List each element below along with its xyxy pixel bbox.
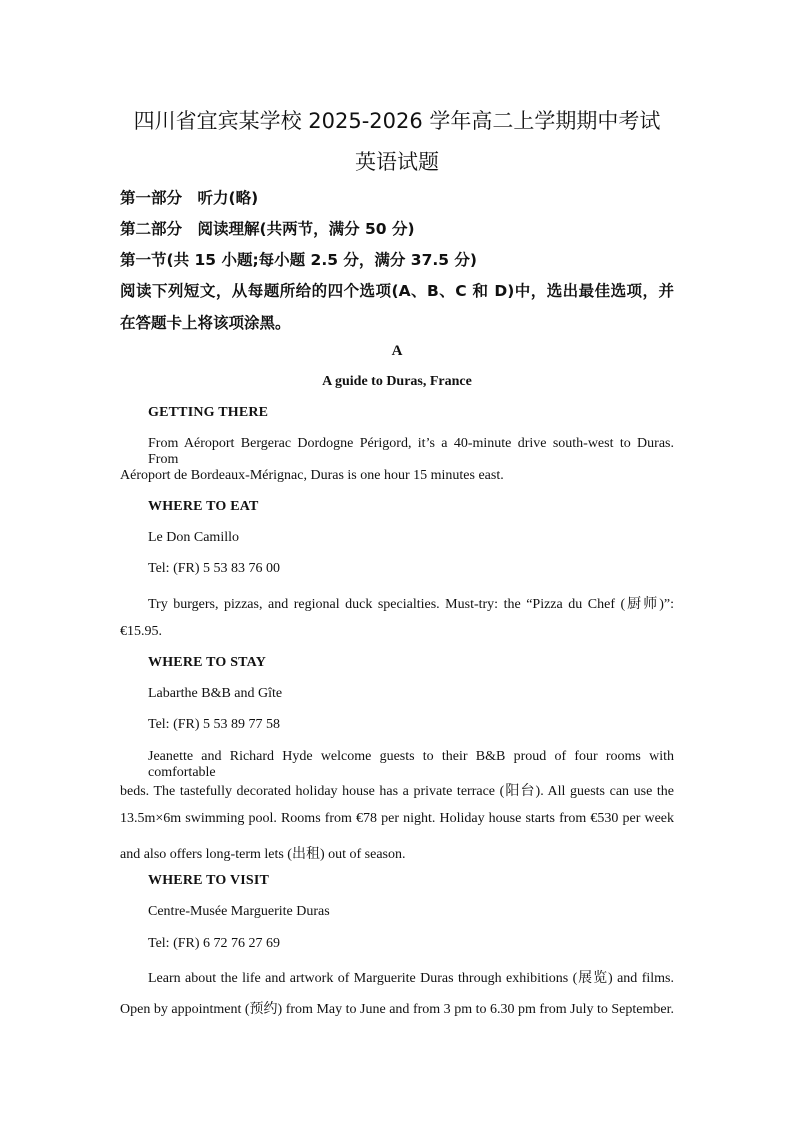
restaurant-line-1: Try burgers, pizzas, and regional duck specialties. Must-try: the “Pizza du Chef (厨师)”: bbox=[148, 597, 674, 612]
museum-line-2: Open by appointment (预约) from May to June and from 3 pm to 6.30 pm from July to September. bbox=[120, 1002, 674, 1017]
getting-there-heading: GETTING THERE bbox=[148, 405, 269, 420]
lodging-line-2: beds. The tastefully decorated holiday house has a private terrace (阳台). All guests can use the bbox=[120, 784, 674, 799]
section-one-heading: 第一节(共 15 小题;每小题 2.5 分，满分 37.5 分) bbox=[120, 251, 478, 269]
lodging-name: Labarthe B&B and Gîte bbox=[148, 686, 283, 701]
restaurant-tel: Tel: (FR) 5 53 83 76 00 bbox=[148, 561, 281, 576]
museum-tel: Tel: (FR) 6 72 76 27 69 bbox=[148, 936, 281, 951]
getting-there-line-1: From Aéroport Bergerac Dordogne Périgord, it’s a 40-minute drive south-west to Duras. From bbox=[148, 436, 674, 467]
passage-label: A bbox=[391, 343, 403, 359]
lodging-line-1: Jeanette and Richard Hyde welcome guests to their B&B proud of four rooms with comfortable bbox=[148, 749, 674, 780]
lodging-tel: Tel: (FR) 5 53 89 77 58 bbox=[148, 717, 281, 732]
part-two-heading: 第二部分 阅读理解(共两节，满分 50 分) bbox=[120, 220, 415, 238]
instruction-line-1: 阅读下列短文，从每题所给的四个选项(A、B、C 和 D)中，选出最佳选项，并 bbox=[120, 282, 674, 300]
exam-subject: 英语试题 bbox=[355, 150, 439, 174]
getting-there-line-2: Aéroport de Bordeaux-Mérignac, Duras is one hour 15 minutes east. bbox=[120, 468, 504, 483]
part-one-heading: 第一部分 听力(略) bbox=[120, 189, 259, 207]
restaurant-name: Le Don Camillo bbox=[148, 530, 239, 545]
where-to-stay-heading: WHERE TO STAY bbox=[148, 655, 267, 670]
instruction-line-2: 在答题卡上将该项涂黑。 bbox=[120, 314, 291, 332]
museum-name: Centre-Musée Marguerite Duras bbox=[148, 904, 330, 919]
where-to-visit-heading: WHERE TO VISIT bbox=[148, 873, 270, 888]
museum-line-1: Learn about the life and artwork of Marguerite Duras through exhibitions (展览) and films. bbox=[148, 971, 674, 986]
exam-title: 四川省宜宾某学校 2025-2026 学年高二上学期期中考试 bbox=[133, 109, 661, 133]
lodging-line-3: 13.5m×6m swimming pool. Rooms from €78 per night. Holiday house starts from €530 per week bbox=[120, 811, 674, 826]
restaurant-line-2: €15.95. bbox=[120, 624, 162, 639]
passage-title: A guide to Duras, France bbox=[322, 374, 472, 389]
lodging-line-4: and also offers long-term lets (出租) out of season. bbox=[120, 847, 406, 862]
where-to-eat-heading: WHERE TO EAT bbox=[148, 499, 259, 514]
